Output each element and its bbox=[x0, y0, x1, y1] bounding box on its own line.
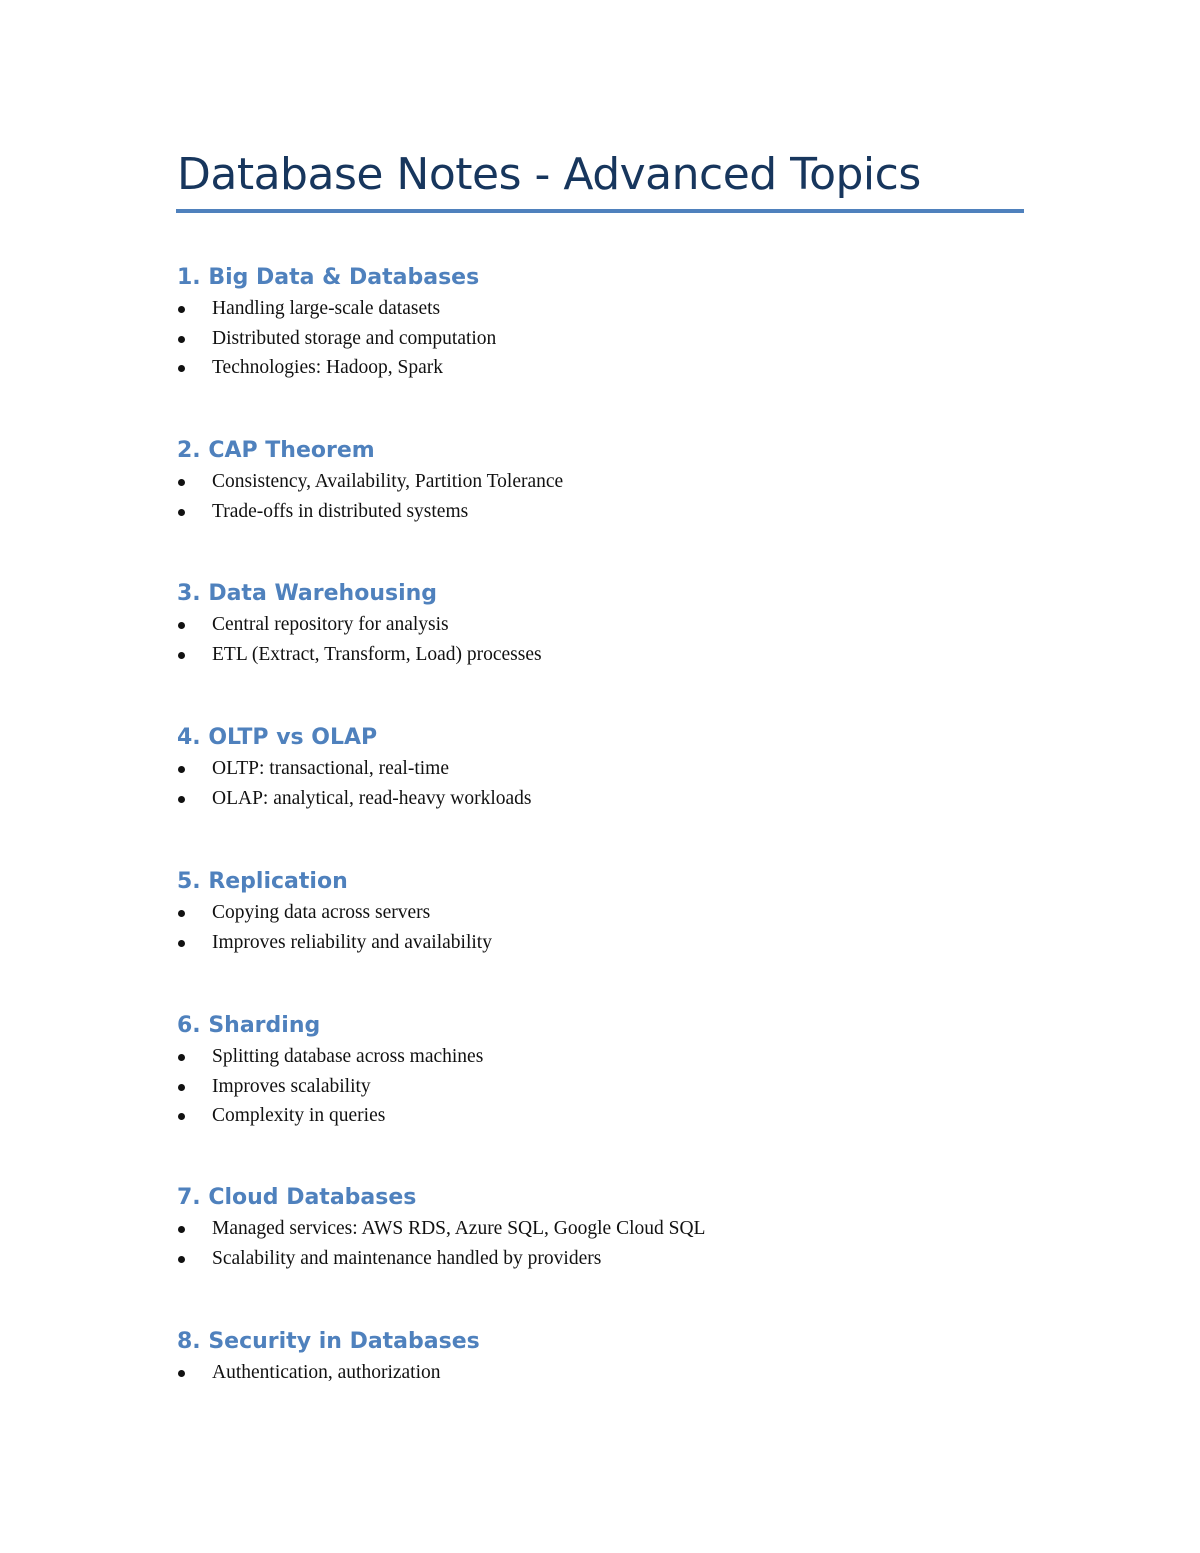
list-item-text: Splitting database across machines bbox=[212, 1046, 484, 1067]
list-item bbox=[177, 754, 1037, 784]
list-item bbox=[177, 1042, 1037, 1072]
bullet-dot-icon bbox=[178, 479, 185, 486]
list-item bbox=[177, 497, 1037, 527]
bullet-dot-icon bbox=[178, 1256, 185, 1263]
list-item-text: Scalability and maintenance handled by providers bbox=[212, 1247, 602, 1269]
bullet-dot-icon bbox=[178, 1084, 185, 1091]
list-item bbox=[177, 294, 1037, 324]
list-item bbox=[177, 324, 1037, 354]
bullet-dot-icon bbox=[178, 1113, 185, 1120]
section-heading: 7. Cloud Databases bbox=[177, 1185, 417, 1210]
section-oltp-olap bbox=[177, 722, 1037, 813]
list-item bbox=[177, 1244, 1037, 1274]
section-data-warehousing bbox=[177, 578, 1037, 669]
list-item-text: ETL (Extract, Transform, Load) processes bbox=[212, 643, 542, 665]
list-item-text: Managed services: AWS RDS, Azure SQL, Google Cloud SQL bbox=[212, 1218, 706, 1239]
bullet-dot-icon bbox=[178, 652, 185, 659]
bullet-list bbox=[177, 1214, 1037, 1273]
list-item bbox=[177, 640, 1037, 670]
bullet-list bbox=[177, 1042, 1037, 1131]
section-big-data bbox=[177, 262, 1037, 383]
bullet-list bbox=[177, 294, 1037, 383]
list-item-text: Complexity in queries bbox=[212, 1105, 386, 1126]
list-item bbox=[177, 928, 1037, 958]
list-item-text: Trade-offs in distributed systems bbox=[212, 500, 469, 522]
bullet-dot-icon bbox=[178, 796, 185, 803]
section-heading: 1. Big Data & Databases bbox=[177, 265, 480, 290]
list-item-text: Consistency, Availability, Partition Tolerance bbox=[212, 471, 564, 492]
list-item-text: Copying data across servers bbox=[212, 902, 431, 923]
list-item bbox=[177, 1214, 1037, 1244]
bullet-dot-icon bbox=[178, 766, 185, 773]
bullet-list bbox=[177, 1358, 1037, 1388]
list-item-text: Distributed storage and computation bbox=[212, 327, 497, 349]
list-item-text: Authentication, authorization bbox=[212, 1362, 441, 1383]
section-heading: 8. Security in Databases bbox=[177, 1329, 480, 1354]
bullet-dot-icon bbox=[178, 910, 185, 917]
bullet-dot-icon bbox=[178, 1054, 185, 1061]
list-item-text: OLAP: analytical, read-heavy workloads bbox=[212, 787, 532, 809]
bullet-dot-icon bbox=[178, 1370, 185, 1377]
list-item bbox=[177, 784, 1037, 814]
list-item-text: Central repository for analysis bbox=[212, 614, 449, 635]
section-security bbox=[177, 1326, 1037, 1388]
section-heading: 3. Data Warehousing bbox=[177, 581, 438, 606]
section-cloud-databases bbox=[177, 1182, 1037, 1273]
section-replication bbox=[177, 866, 1037, 957]
list-item-text: OLTP: transactional, real-time bbox=[212, 758, 449, 779]
bullet-dot-icon bbox=[178, 622, 185, 629]
list-item bbox=[177, 353, 1037, 383]
bullet-list bbox=[177, 898, 1037, 957]
list-item bbox=[177, 1101, 1037, 1131]
list-item bbox=[177, 898, 1037, 928]
section-heading: 5. Replication bbox=[177, 869, 348, 894]
bullet-list bbox=[177, 610, 1037, 669]
bullet-dot-icon bbox=[178, 365, 185, 372]
list-item-text: Technologies: Hadoop, Spark bbox=[212, 357, 443, 378]
bullet-dot-icon bbox=[178, 1226, 185, 1233]
bullet-dot-icon bbox=[178, 940, 185, 947]
bullet-list bbox=[177, 467, 1037, 526]
bullet-dot-icon bbox=[178, 509, 185, 516]
section-heading: 2. CAP Theorem bbox=[177, 438, 375, 463]
list-item-text: Improves scalability bbox=[212, 1075, 371, 1097]
section-heading: 6. Sharding bbox=[177, 1013, 321, 1038]
title-underline bbox=[176, 209, 1024, 213]
section-sharding bbox=[177, 1010, 1037, 1131]
section-heading: 4. OLTP vs OLAP bbox=[177, 725, 378, 750]
bullet-dot-icon bbox=[178, 336, 185, 343]
document-title: Database Notes - Advanced Topics bbox=[177, 149, 921, 200]
list-item bbox=[177, 1358, 1037, 1388]
section-cap-theorem bbox=[177, 435, 1037, 526]
list-item-text: Improves reliability and availability bbox=[212, 931, 492, 953]
list-item bbox=[177, 467, 1037, 497]
list-item bbox=[177, 1072, 1037, 1102]
bullet-list bbox=[177, 754, 1037, 813]
bullet-dot-icon bbox=[178, 306, 185, 313]
list-item-text: Handling large-scale datasets bbox=[212, 298, 441, 319]
list-item bbox=[177, 610, 1037, 640]
